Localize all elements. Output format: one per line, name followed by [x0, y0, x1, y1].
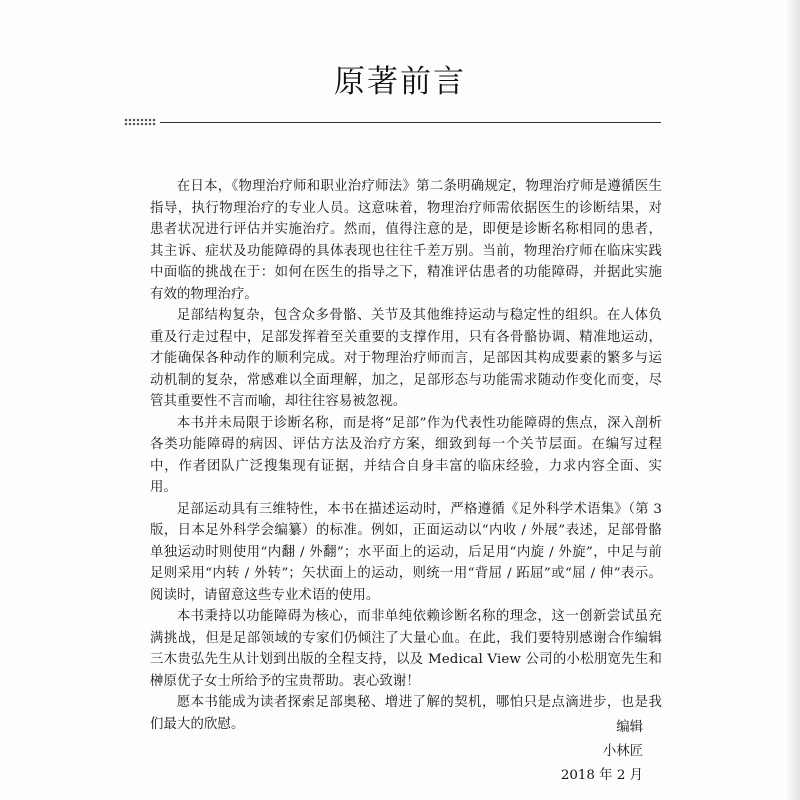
- signature-date: 2018 年 2 月: [560, 768, 643, 783]
- paragraph-1: 在日本，《物理治疗师和职业治疗师法》第二条明确规定，物理治疗师是遵循医生指导，执行物理治疗的专业人员。这意味着，物理治疗师需依据医生的诊断结果，对患者状况进行评估并实施治疗。然而，值得注意的是，即便是诊断名称相同的患者，其主诉、症状及功能障碍的具体表现也往往千差万别。当前，物理治疗师在临床实践中面临的挑战在于：如何在医生的指导之下，精准评估患者的功能障碍，并据此实施有效的物理治疗。: [150, 179, 662, 302]
- paragraph-2: 足部结构复杂，包含众多骨骼、关节及其他维持运动与稳定性的组织。在人体负重及行走过程中，足部发挥着至关重要的支撑作用，只有各骨骼协调、精准地运动，才能确保各种动作的顺利完成。对于物理治疗师而言，足部因其构成要素的繁多与运动机制的复杂，常感难以全面理解，加之，足部形态与功能需求随动作变化而变，尽管其重要性不言而喻，却往往容易被忽视。: [150, 308, 662, 409]
- signature-block: [561, 716, 643, 788]
- divider-dot-pattern: [124, 118, 156, 126]
- signature-role: 编辑: [616, 720, 643, 735]
- signature-name: 小林匠: [602, 744, 643, 759]
- divider-line: [160, 122, 661, 123]
- title-divider: [124, 117, 661, 127]
- page-spine-shadow: [786, 0, 800, 800]
- paragraph-4: 足部运动具有三维特性，本书在描述运动时，严格遵循《足外科学术语集》（第 3 版，日本足外科学会编纂）的标准。例如，正面运动以“内收 / 外展”表述，足部骨骼单独运动时则使用“内翻 / 外翻”；水平面上的运动，后足用“内旋 / 外旋”，中足与前足则采用“内转 / 外转”；矢状面上的运动，则统一用“背屈 / 跖屈”或“屈 / 伸”表示。阅读时，请留意这些专业术语的使用。: [150, 501, 662, 603]
- paragraph-3: 本书并未局限于诊断名称，而是将“足部”作为代表性功能障碍的焦点，深入剖析各类功能障碍的病因、评估方法及治疗方案，细致到每一个关节层面。在编写过程中，作者团队广泛搜集现有证据，并结合自身丰富的临床经验，力求内容全面、实用。: [150, 415, 662, 495]
- page-title: 原著前言: [334, 64, 466, 100]
- preface-body: [150, 176, 662, 735]
- paragraph-5: 本书秉持以功能障碍为核心，而非单纯依赖诊断名称的理念，这一创新尝试虽充满挑战，但是足部领域的专家们仍倾注了大量心血。在此，我们要特别感谢合作编辑三木贵弘先生从计划到出版的全程支持，以及 Medical View 公司的小松朋宽先生和榊原优子女士所给予的宝贵帮助。衷心致谢！: [150, 609, 662, 689]
- paragraph-6: 愿本书能成为读者探索足部奥秘、增进了解的契机，哪怕只是点滴进步，也是我们最大的欣慰。: [150, 695, 662, 732]
